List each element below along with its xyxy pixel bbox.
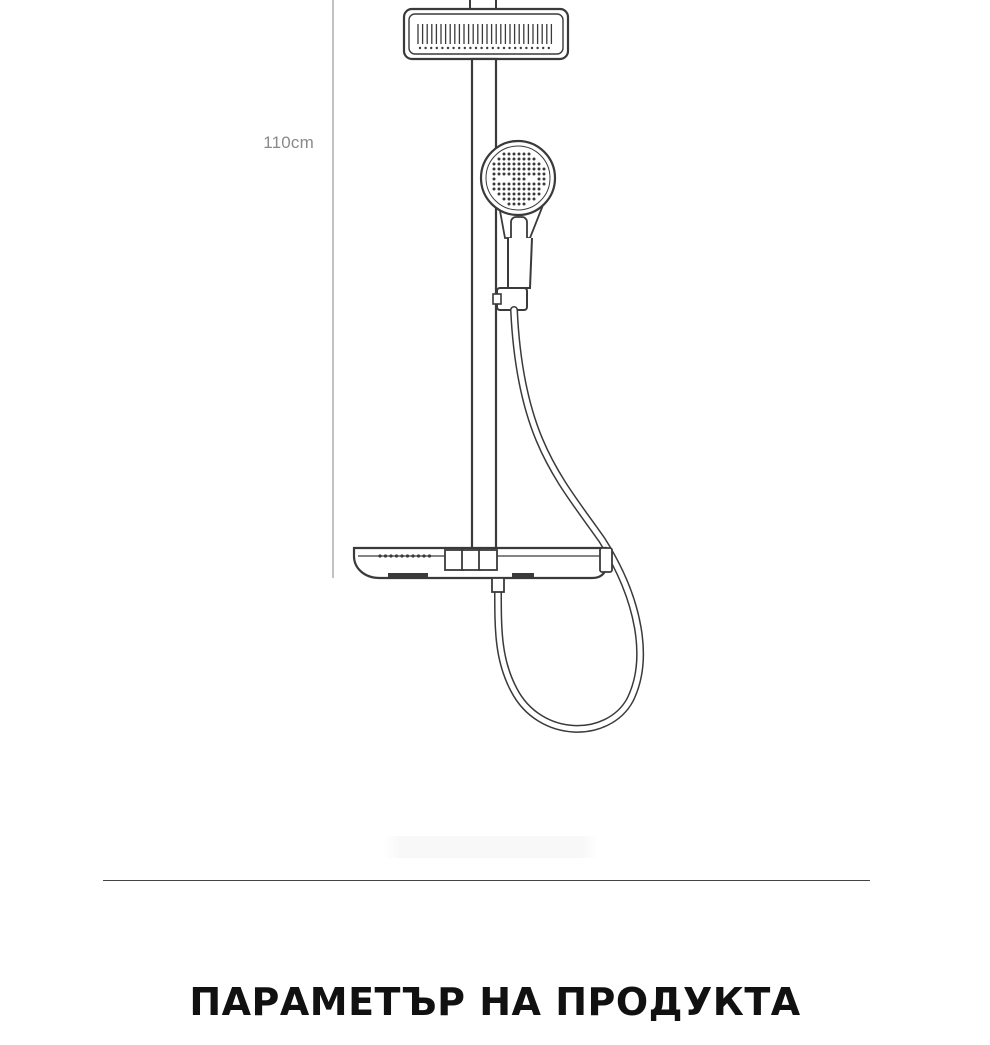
hand-shower-nozzle	[508, 193, 511, 196]
hand-shower-nozzle	[543, 178, 546, 181]
rain-head-nozzle	[520, 47, 522, 49]
console-button	[479, 550, 497, 570]
hand-shower-nozzle	[538, 173, 541, 176]
hand-shower-nozzle	[493, 173, 496, 176]
hand-shower-nozzle	[518, 163, 521, 166]
hand-shower-nozzle	[543, 183, 546, 186]
hand-shower-nozzle	[513, 193, 516, 196]
hand-shower-nozzle	[518, 168, 521, 171]
rain-head-nozzle	[458, 47, 460, 49]
hand-shower-nozzle	[513, 178, 516, 181]
hand-shower-nozzle	[503, 183, 506, 186]
hand-shower-nozzle	[528, 188, 531, 191]
hand-shower-nozzle	[503, 163, 506, 166]
section-title: ПАРАМЕТЪР НА ПРОДУКТА	[189, 980, 801, 1024]
hand-shower-nozzle	[513, 153, 516, 156]
hand-shower-nozzle	[518, 188, 521, 191]
rain-head-nozzle	[542, 47, 544, 49]
hand-shower-nozzle	[528, 158, 531, 161]
hand-shower-nozzle	[493, 163, 496, 166]
hand-shower-nozzle	[503, 198, 506, 201]
hand-shower-nozzle	[523, 153, 526, 156]
hand-shower-nozzle	[503, 193, 506, 196]
hand-shower-nozzle	[508, 163, 511, 166]
shelf-display-dot	[417, 554, 420, 557]
hand-shower-nozzle	[513, 183, 516, 186]
hand-shower-nozzle	[543, 173, 546, 176]
hand-shower-nozzle	[513, 203, 516, 206]
rain-head-nozzle	[424, 47, 426, 49]
rain-head-nozzle	[503, 47, 505, 49]
hand-shower-nozzle	[498, 183, 501, 186]
hand-shower-nozzle	[533, 168, 536, 171]
hand-shower-nozzle	[513, 163, 516, 166]
hand-shower-nozzle	[508, 203, 511, 206]
rain-head-nozzle	[492, 47, 494, 49]
hand-shower-nozzle	[508, 188, 511, 191]
hand-shower-nozzle	[498, 193, 501, 196]
shelf-display-dot	[389, 554, 392, 557]
rain-head-nozzle	[497, 47, 499, 49]
rain-head-nozzle	[508, 47, 510, 49]
hand-shower-nozzle	[533, 193, 536, 196]
hand-shower-nozzle	[528, 173, 531, 176]
rain-head-nozzle	[469, 47, 471, 49]
hand-shower-nozzle	[503, 158, 506, 161]
hand-shower-nozzle	[518, 173, 521, 176]
shelf-display-dot	[378, 554, 381, 557]
hand-shower-nozzle	[523, 203, 526, 206]
hand-shower-nozzle	[498, 173, 501, 176]
rain-head-nozzle	[464, 47, 466, 49]
shelf-display-dot	[400, 554, 403, 557]
hand-shower-nozzle	[503, 188, 506, 191]
hose-outlet	[492, 578, 504, 592]
hand-shower-nozzle	[543, 168, 546, 171]
hand-shower-nozzle	[503, 168, 506, 171]
shelf-display-dot	[411, 554, 414, 557]
hand-shower-nozzle	[523, 168, 526, 171]
rain-head-nozzle	[475, 47, 477, 49]
rain-head-nozzle	[452, 47, 454, 49]
hand-shower-nozzle	[523, 193, 526, 196]
hand-shower-nozzle	[503, 153, 506, 156]
rain-head-nozzle	[531, 47, 533, 49]
hand-shower-nozzle	[523, 158, 526, 161]
hand-shower-nozzle	[523, 198, 526, 201]
console-end-knob	[600, 548, 612, 572]
hand-shower-nozzle	[493, 178, 496, 181]
hand-shower-nozzle	[538, 183, 541, 186]
hand-shower-nozzle	[503, 173, 506, 176]
hand-shower-nozzle	[518, 203, 521, 206]
hand-shower-nozzle	[513, 198, 516, 201]
rain-head-nozzle	[436, 47, 438, 49]
shelf-display-dot	[428, 554, 431, 557]
console-button	[462, 550, 480, 570]
hand-shower-nozzle	[513, 158, 516, 161]
hand-shower-nozzle	[523, 178, 526, 181]
hand-shower-nozzle	[518, 183, 521, 186]
shelf-console	[354, 548, 612, 592]
rain-head-nozzle	[525, 47, 527, 49]
hand-shower-nozzle	[528, 198, 531, 201]
height-dimension-label: 110cm	[263, 133, 314, 152]
rain-head-nozzle	[548, 47, 550, 49]
rain-head-nozzle	[536, 47, 538, 49]
hand-shower-nozzle	[538, 188, 541, 191]
section-divider	[103, 880, 870, 881]
hand-shower-nozzle	[518, 153, 521, 156]
hand-shower-nozzle	[538, 163, 541, 166]
rain-head-nozzle	[514, 47, 516, 49]
hand-shower-nozzle	[508, 158, 511, 161]
hand-shower-nozzle	[498, 158, 501, 161]
shelf-display-dot	[422, 554, 425, 557]
hand-shower-nozzle	[533, 188, 536, 191]
hand-shower-nozzle	[508, 168, 511, 171]
hand-shower-nozzle	[533, 158, 536, 161]
hand-shower-nozzle	[508, 183, 511, 186]
hand-shower-nozzle	[533, 183, 536, 186]
watermark	[384, 836, 598, 858]
hand-shower-nozzle	[523, 173, 526, 176]
hand-shower-nozzle	[513, 188, 516, 191]
hand-shower-nozzle	[533, 173, 536, 176]
hand-shower-nozzle	[493, 188, 496, 191]
hand-shower-nozzle	[523, 163, 526, 166]
hand-shower-nozzle	[518, 198, 521, 201]
hand-shower-nozzle	[498, 163, 501, 166]
hand-shower-nozzle	[523, 183, 526, 186]
hand-shower-nozzle	[508, 173, 511, 176]
shower-hose	[498, 310, 640, 729]
shelf-display-dot	[384, 554, 387, 557]
shelf-display-dot	[395, 554, 398, 557]
hand-shower-nozzle	[523, 188, 526, 191]
rain-head-nozzle	[480, 47, 482, 49]
hand-shower-nozzle	[533, 198, 536, 201]
rain-head-nozzle	[419, 47, 421, 49]
hand-shower-nozzle	[518, 158, 521, 161]
hand-shower-nozzle	[513, 173, 516, 176]
hand-shower-nozzle	[513, 168, 516, 171]
hand-shower-nozzle	[528, 183, 531, 186]
hand-shower-nozzle	[528, 153, 531, 156]
hand-shower-nozzle	[508, 198, 511, 201]
hand-shower-nozzle	[528, 163, 531, 166]
hand-shower-nozzle	[508, 153, 511, 156]
hand-shower-nozzle	[538, 193, 541, 196]
rain-head-nozzle	[486, 47, 488, 49]
hand-shower-nozzle	[518, 178, 521, 181]
hand-shower-nozzle	[493, 183, 496, 186]
hand-shower-nozzle	[518, 193, 521, 196]
console-button	[445, 550, 463, 570]
hand-shower-nozzle	[498, 168, 501, 171]
rain-head-nozzle	[430, 47, 432, 49]
hand-shower-nozzle	[498, 188, 501, 191]
hand-shower-nozzle	[528, 168, 531, 171]
hand-shower-nozzle	[528, 193, 531, 196]
rain-shower-head	[404, 9, 568, 59]
rain-head-nozzle	[441, 47, 443, 49]
hand-shower-nozzle	[538, 168, 541, 171]
hand-shower-nozzle	[538, 178, 541, 181]
shelf-display-dot	[406, 554, 409, 557]
hand-shower-nozzle	[493, 168, 496, 171]
hand-shower-nozzle	[533, 163, 536, 166]
rain-head-nozzle	[447, 47, 449, 49]
